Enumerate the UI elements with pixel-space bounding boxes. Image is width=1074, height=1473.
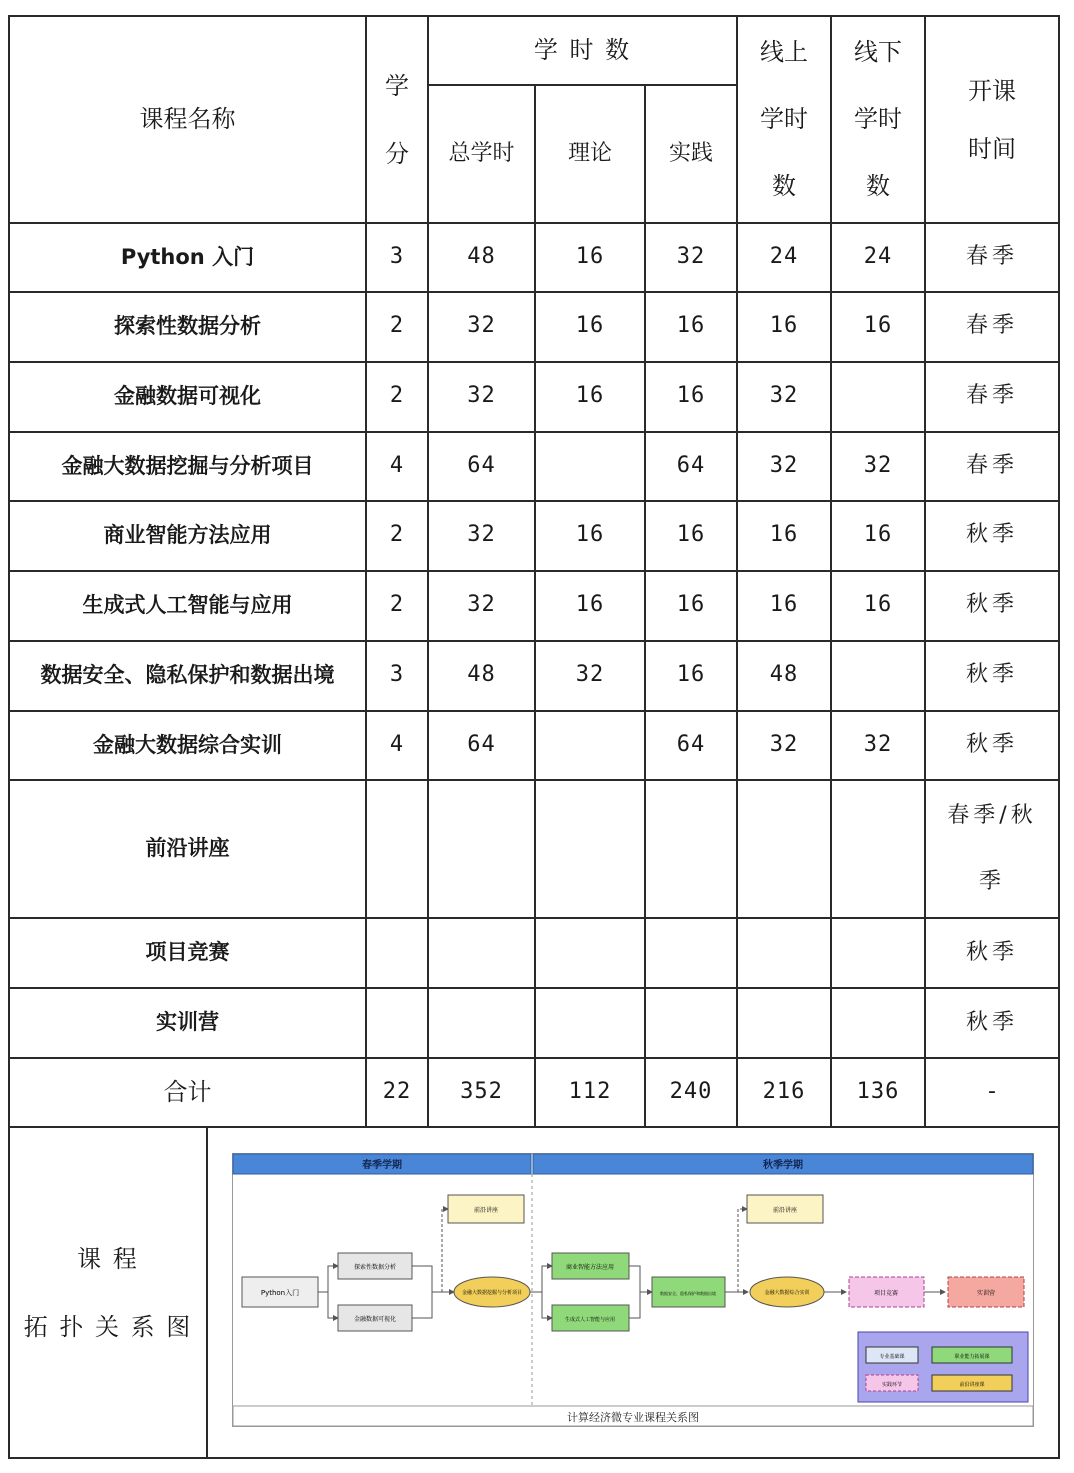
row-2-offline: 16 [863, 313, 893, 339]
row-2-total: 32 [467, 313, 496, 339]
row-1-offline: 24 [863, 244, 893, 270]
row-2-credit: 2 [389, 313, 405, 339]
row-3-theory: 16 [575, 383, 605, 409]
legend-core: 专业基础课 [879, 1354, 905, 1360]
row-6-total: 32 [467, 592, 496, 618]
spring-header: 春季学期 [362, 1160, 402, 1171]
row-6-offline: 16 [863, 592, 893, 618]
row-7-offline [832, 642, 924, 709]
row-3-practice: 16 [676, 383, 706, 409]
node-mining-label: 金融大数据挖掘与分析项目 [461, 1290, 523, 1296]
row-term-lecture [926, 781, 1058, 917]
row-7-practice: 16 [676, 662, 706, 688]
row-1-name: Python 入门 [120, 244, 255, 269]
row-1-credit: 3 [389, 244, 405, 270]
row-8-offline: 32 [863, 732, 893, 758]
rule [8, 1457, 1060, 1459]
legend-applied: 职业能力拓展课 [954, 1354, 990, 1360]
row-5-online: 16 [769, 522, 799, 548]
legend-practice: 实践环节 [881, 1382, 903, 1388]
row-1-practice: 32 [676, 244, 706, 270]
row-4-name: 金融大数据挖掘与分析项目 [61, 453, 314, 478]
header-credit-line2: 分 [385, 139, 409, 168]
row-6-credit: 2 [389, 592, 405, 618]
node-lecture-autumn-label: 前沿讲座 [772, 1207, 798, 1214]
header-online-l3: 数 [772, 172, 796, 200]
row-3-offline [832, 363, 924, 430]
topology-label [10, 1128, 206, 1457]
header-offline-l1: 线下 [854, 38, 902, 66]
node-training-label: 金融大数据综合实训 [764, 1290, 810, 1296]
total-credit: 22 [382, 1079, 412, 1105]
row-3-total: 32 [467, 383, 496, 409]
row-name-lecture: 前沿讲座 [145, 836, 230, 861]
node-genai-label: 生成式人工智能与应用 [564, 1317, 616, 1323]
header-term-l2: 时间 [968, 134, 1016, 163]
row-8-total: 64 [467, 732, 496, 758]
row-3-credit: 2 [389, 383, 405, 409]
autumn-header: 秋季学期 [763, 1160, 803, 1171]
row-1-term: 春季 [965, 244, 1018, 270]
row-5-offline: 16 [863, 522, 893, 548]
total-label: 合计 [163, 1078, 212, 1107]
row-8-theory [536, 712, 644, 779]
row-4-total: 64 [467, 453, 496, 479]
total-offline: 136 [856, 1079, 900, 1105]
diagram-caption: 计算经济微专业课程关系图 [567, 1411, 699, 1424]
row-term-lecture-l1: 春季/秋 [947, 803, 1037, 828]
node-eda-label: 探索性数据分析 [353, 1264, 397, 1271]
rule [1058, 15, 1060, 1459]
total-hours: 352 [460, 1079, 503, 1105]
row-6-name: 生成式人工智能与应用 [82, 592, 293, 617]
row-name-camp: 实训营 [156, 1010, 219, 1035]
header-practice: 实践 [668, 140, 713, 166]
topology-label-l2: 拓 扑 关 系 图 [23, 1312, 193, 1341]
row-2-practice: 16 [676, 313, 706, 339]
header-credit-line1: 学 [385, 71, 409, 100]
row-2-online: 16 [769, 313, 799, 339]
row-7-total: 48 [467, 662, 496, 688]
node-competition-label: 项目竞赛 [873, 1290, 899, 1297]
row-term-competition: 秋季 [965, 939, 1018, 965]
total-online: 216 [762, 1079, 806, 1105]
row-8-practice: 64 [676, 732, 706, 758]
row-6-theory: 16 [575, 592, 605, 618]
header-total-hours: 总学时 [448, 140, 515, 166]
row-8-online: 32 [769, 732, 799, 758]
row-5-practice: 16 [676, 522, 706, 548]
row-3-online: 32 [769, 383, 799, 409]
row-6-online: 16 [769, 592, 799, 618]
row-5-term: 秋季 [965, 522, 1018, 548]
topology-label-l1: 课 程 [77, 1244, 139, 1273]
row-name-competition: 项目竞赛 [145, 940, 230, 965]
row-3-term: 春季 [965, 383, 1018, 409]
row-1-total: 48 [467, 244, 496, 270]
row-2-name: 探索性数据分析 [114, 313, 261, 338]
rule [206, 1126, 208, 1459]
total-practice: 240 [669, 1079, 713, 1105]
row-4-term: 春季 [965, 453, 1018, 479]
node-viz-label: 金融数据可视化 [353, 1316, 397, 1323]
row-8-name: 金融大数据综合实训 [93, 732, 282, 757]
header-online-hours [738, 17, 830, 222]
header-offline-hours [832, 17, 924, 222]
row-2-term: 春季 [965, 313, 1018, 339]
header-hours-group: 学 时 数 [533, 36, 632, 65]
row-4-online: 32 [769, 453, 799, 479]
row-4-practice: 64 [676, 453, 706, 479]
node-lecture-spring-label: 前沿讲座 [473, 1207, 499, 1214]
row-6-term: 秋季 [965, 592, 1018, 618]
row-7-term: 秋季 [965, 662, 1018, 688]
row-4-theory [536, 433, 644, 500]
row-5-name: 商业智能方法应用 [103, 522, 272, 547]
row-4-credit: 4 [389, 453, 405, 479]
row-8-credit: 4 [389, 732, 405, 758]
row-8-term: 秋季 [965, 732, 1018, 758]
node-bi-label: 商业智能方法应用 [565, 1264, 615, 1271]
row-7-online: 48 [769, 662, 799, 688]
topology-svg [232, 1153, 1034, 1427]
node-security-label: 数据安全、隐私保护和数据出境 [660, 1291, 716, 1296]
topology-diagram [232, 1153, 1034, 1427]
header-credit [367, 17, 427, 222]
row-term-camp: 秋季 [965, 1009, 1018, 1035]
row-7-credit: 3 [389, 662, 405, 688]
header-term-l1: 开课 [968, 76, 1016, 105]
header-term [926, 17, 1058, 222]
row-5-theory: 16 [575, 522, 605, 548]
row-term-lecture-l2: 季 [978, 869, 1005, 894]
row-7-theory: 32 [575, 662, 605, 688]
row-1-online: 24 [769, 244, 799, 270]
header-offline-l2: 学时 [854, 105, 902, 133]
node-python-label: Python入门 [260, 1289, 300, 1297]
row-2-theory: 16 [575, 313, 605, 339]
header-offline-l3: 数 [866, 172, 890, 200]
header-online-l1: 线上 [760, 38, 808, 66]
total-theory: 112 [568, 1079, 612, 1105]
row-6-practice: 16 [676, 592, 706, 618]
row-1-theory: 16 [575, 244, 605, 270]
header-course-name: 课程名称 [139, 105, 236, 134]
row-7-name: 数据安全、隐私保护和数据出境 [40, 662, 335, 687]
row-5-credit: 2 [389, 522, 405, 548]
header-online-l2: 学时 [760, 105, 808, 133]
legend-lecture: 前沿讲座课 [959, 1382, 985, 1388]
header-theory: 理论 [567, 140, 612, 166]
total-term: - [988, 1079, 996, 1105]
row-3-name: 金融数据可视化 [114, 383, 261, 408]
row-5-total: 32 [467, 522, 496, 548]
row-4-offline: 32 [863, 453, 893, 479]
node-camp-label: 实训营 [976, 1290, 996, 1297]
